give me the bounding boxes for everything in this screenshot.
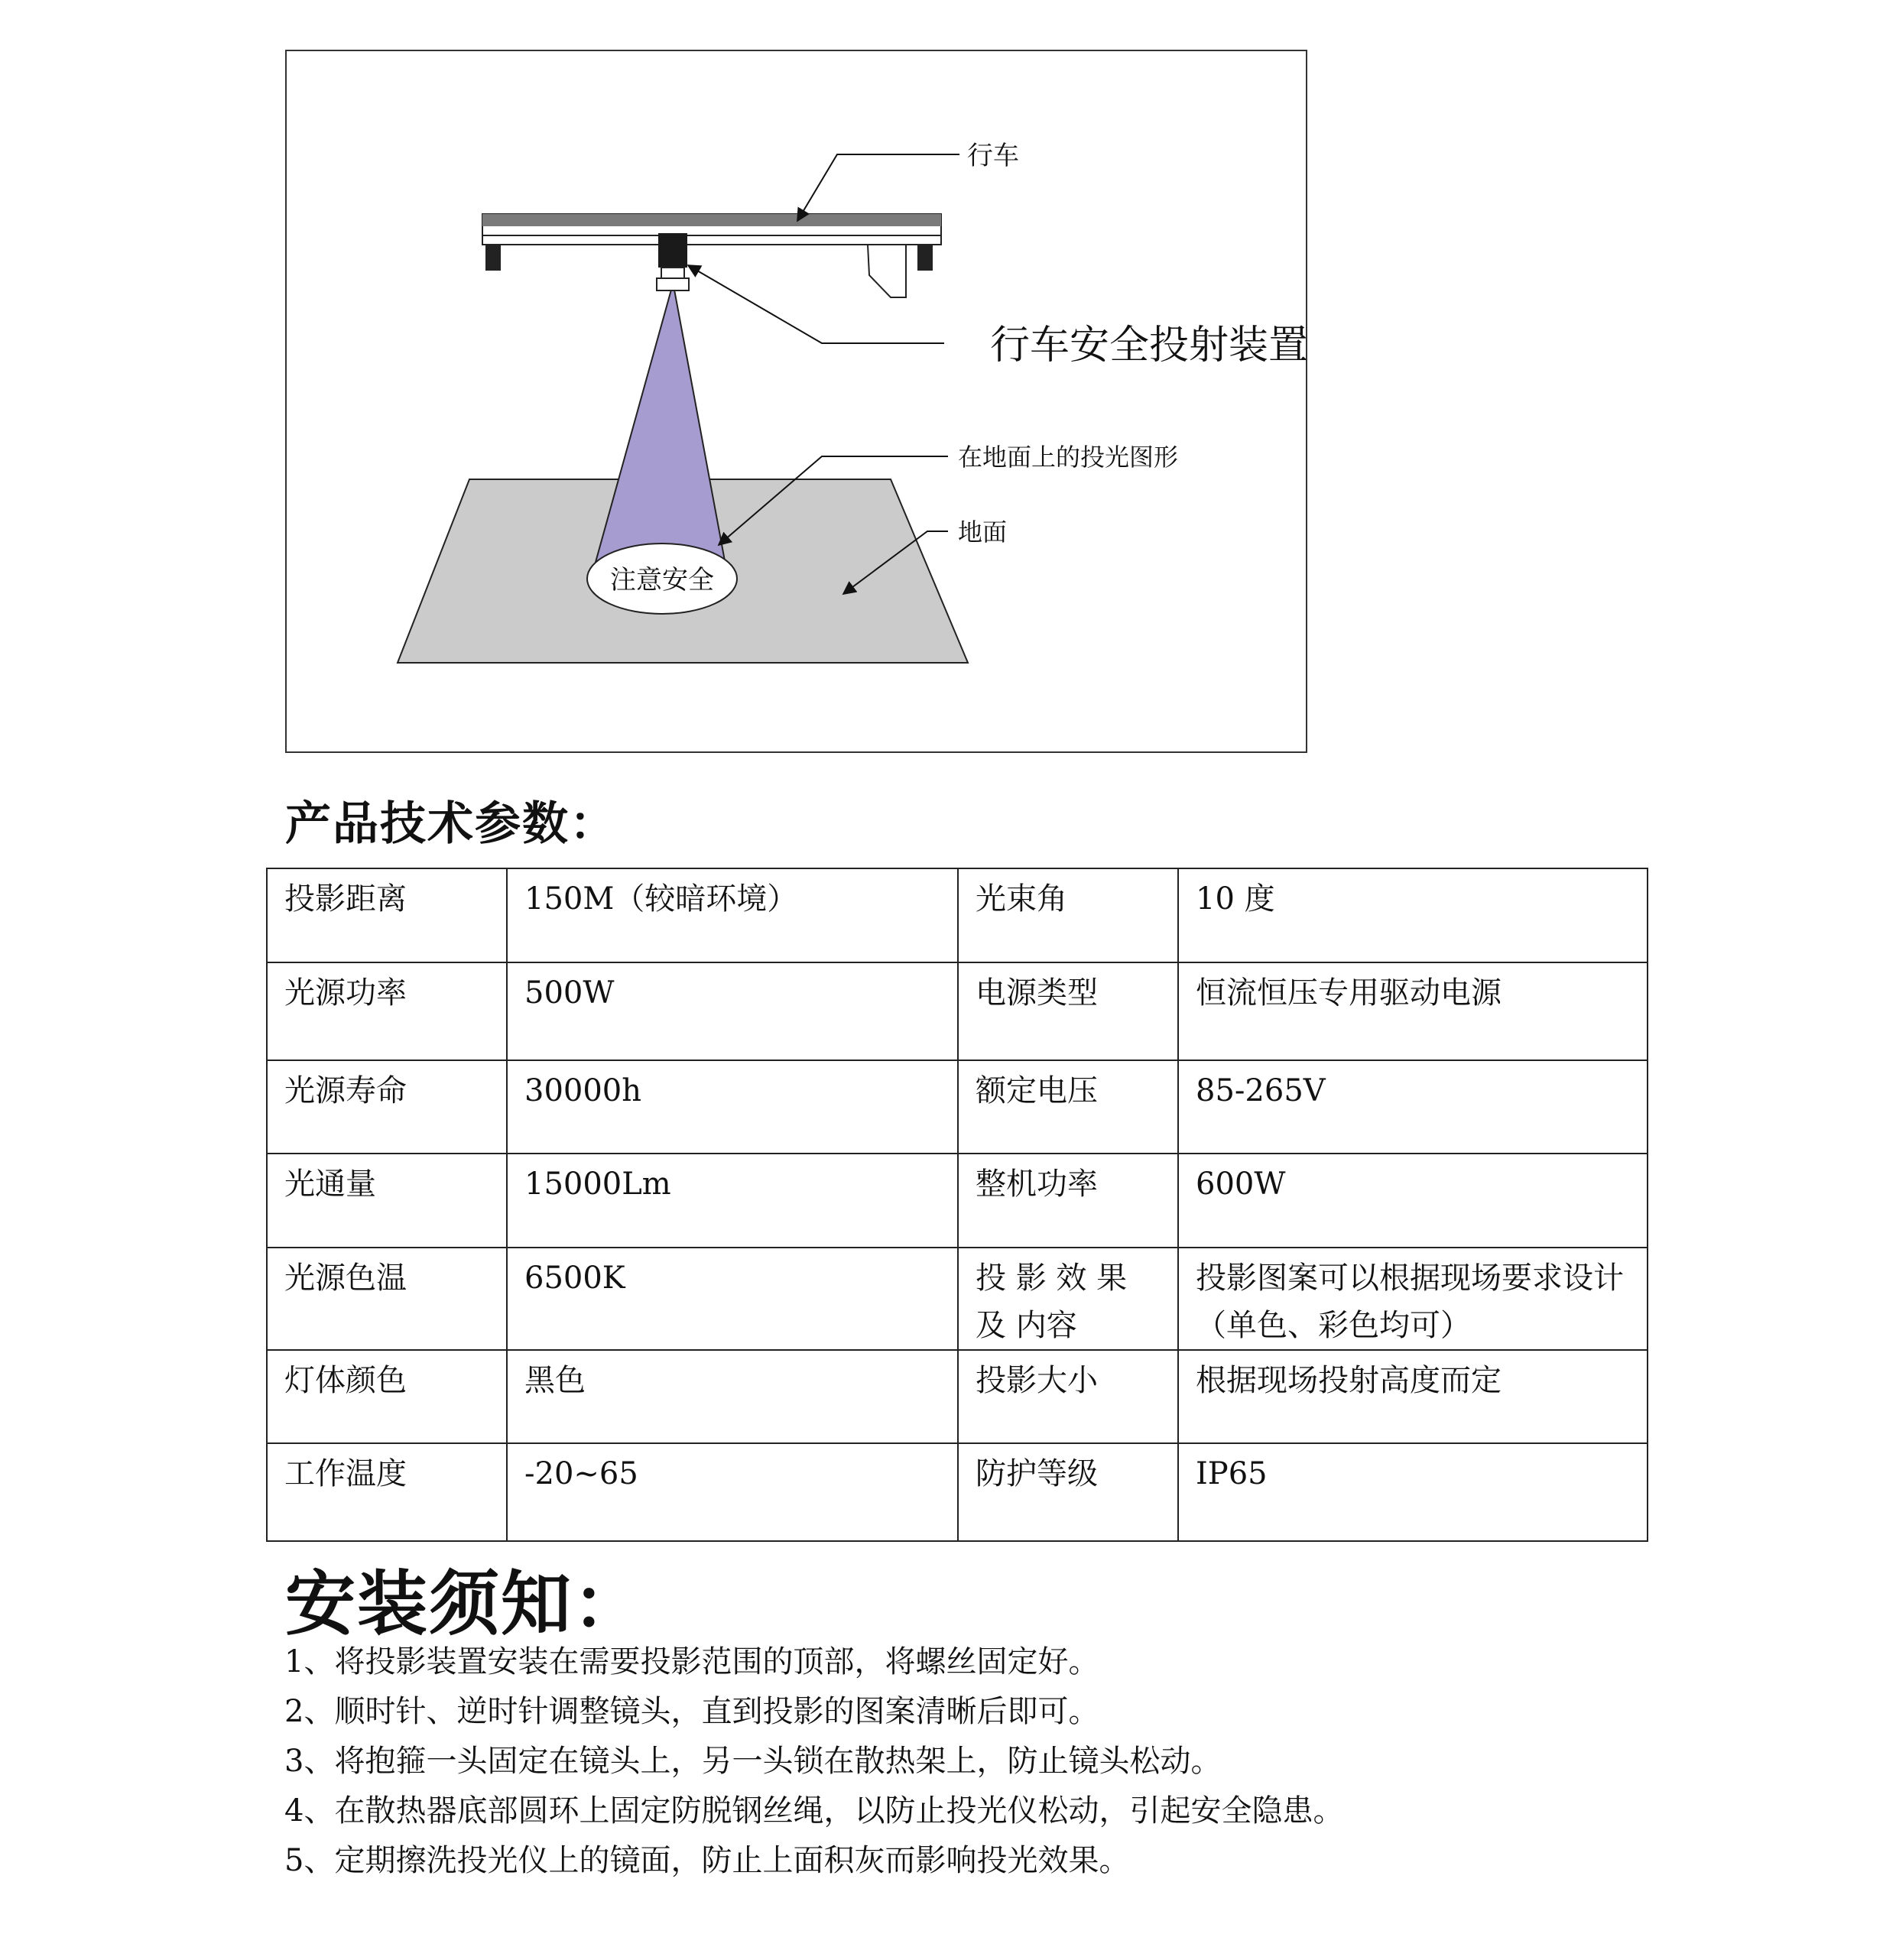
label-ground: 地面 [958, 518, 1008, 547]
light-beam [595, 290, 726, 565]
param-name: 电源类型 [958, 962, 1178, 1060]
param-value: 10 度 [1178, 868, 1648, 962]
param-name: 防护等级 [958, 1443, 1178, 1541]
param-value: 6500K [507, 1248, 958, 1350]
param-value: 30000h [507, 1060, 958, 1154]
param-value: 600W [1178, 1154, 1648, 1248]
param-name: 光源功率 [267, 962, 507, 1060]
param-value: 根据现场投射高度而定 [1178, 1350, 1648, 1443]
projector-mount [661, 268, 684, 278]
install-step: 5、定期擦洗投光仪上的镜面，防止上面积灰而影响投光效果。 [284, 1843, 1130, 1878]
install-step: 1、将投影装置安装在需要投影范围的顶部，将螺丝固定好。 [284, 1644, 1099, 1679]
projection-text: 注意安全 [610, 565, 714, 595]
table-row [267, 1350, 1648, 1443]
table-row [267, 962, 1648, 1060]
param-name: 光通量 [267, 1154, 507, 1248]
param-value: 500W [507, 962, 958, 1060]
specs-table [266, 868, 1648, 1542]
param-value: 15000Lm [507, 1154, 958, 1248]
param-value: 150M（较暗环境） [507, 868, 958, 962]
leader-crane [797, 154, 959, 221]
param-name: 投影距离 [267, 868, 507, 962]
install-step: 2、顺时针、逆时针调整镜头，直到投影的图案清晰后即可。 [284, 1694, 1099, 1729]
param-value: -20~65 [507, 1443, 958, 1541]
projector-lens [657, 278, 689, 290]
crane-hook-block [868, 245, 906, 297]
table-row [267, 1443, 1648, 1541]
param-value: IP65 [1178, 1443, 1648, 1541]
param-name: 额定电压 [958, 1060, 1178, 1154]
param-name: 整机功率 [958, 1154, 1178, 1248]
install-step: 3、将抱箍一头固定在镜头上，另一头锁在散热架上，防止镜头松动。 [284, 1744, 1222, 1779]
param-name: 光源寿命 [267, 1060, 507, 1154]
table-row [267, 1154, 1648, 1248]
param-name: 灯体颜色 [267, 1350, 507, 1443]
param-value: 黑色 [507, 1350, 958, 1443]
param-value: 投影图案可以根据现场要求设计（单色、彩色均可） [1178, 1248, 1648, 1350]
param-name: 光束角 [958, 868, 1178, 962]
label-device: 行车安全投射装置 [990, 323, 1309, 368]
table-row [267, 1248, 1648, 1350]
table-row [267, 868, 1648, 962]
params-heading: 产品技术参数： [285, 797, 617, 851]
install-heading: 安装须知： [285, 1563, 645, 1645]
installation-diagram [285, 50, 1307, 753]
param-name: 投影大小 [958, 1350, 1178, 1443]
install-step: 4、在散热器底部圆环上固定防脱钢丝绳，以防止投光仪松动，引起安全隐患。 [284, 1793, 1344, 1829]
param-name: 投 影 效 果 及 内容 [958, 1248, 1178, 1350]
param-value: 85-265V [1178, 1060, 1648, 1154]
label-pattern: 在地面上的投光图形 [958, 443, 1179, 472]
install-steps [284, 1637, 1343, 1886]
crane-wheel-right [917, 245, 933, 271]
table-row [267, 1060, 1648, 1154]
crane-wheel-left [485, 245, 501, 271]
diagram-illustration [287, 51, 1309, 754]
projector-body [658, 233, 687, 268]
label-crane: 行车 [967, 141, 1019, 171]
param-name: 光源色温 [267, 1248, 507, 1350]
param-value: 恒流恒压专用驱动电源 [1178, 962, 1648, 1060]
param-name: 工作温度 [267, 1443, 507, 1541]
